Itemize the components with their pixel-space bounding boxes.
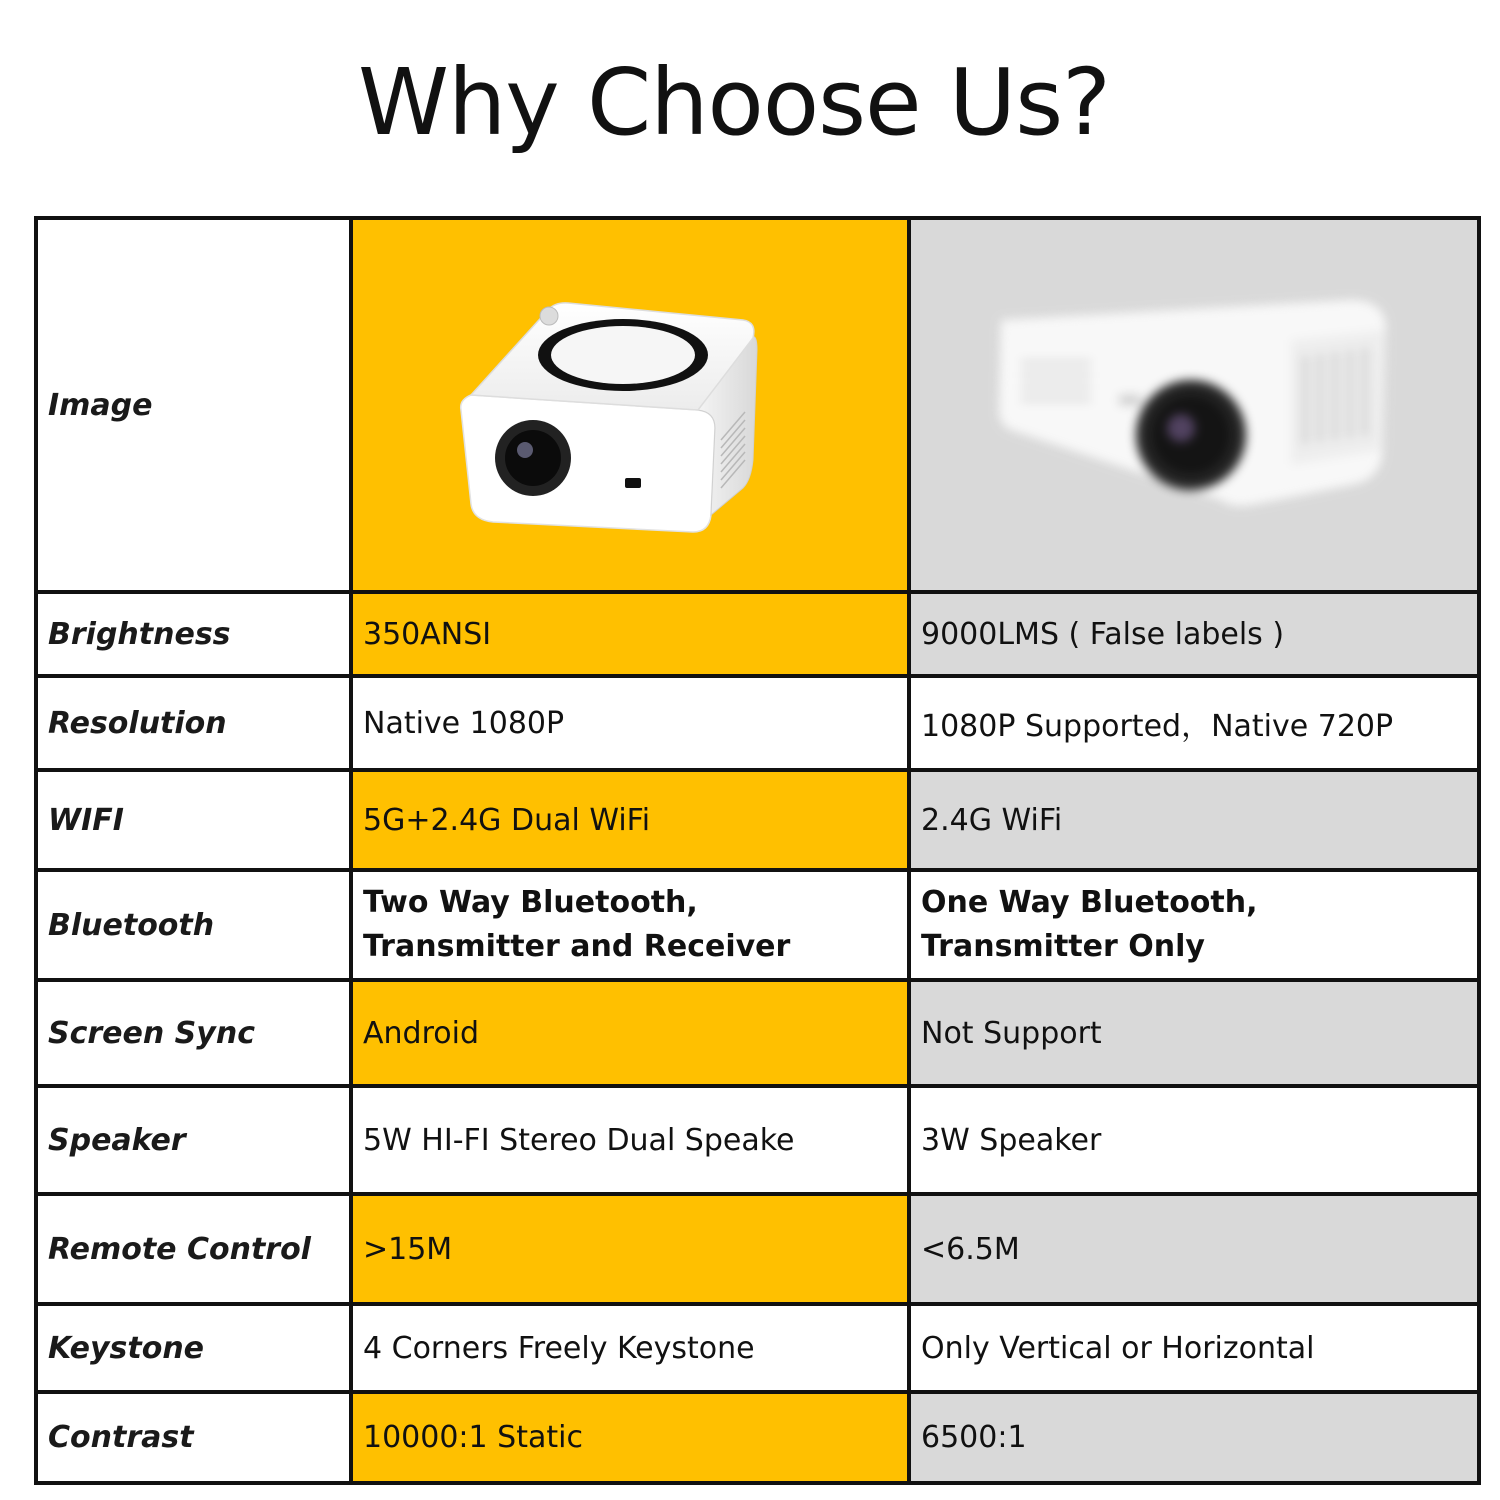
- table-row-resolution: [36, 676, 1479, 770]
- competitor-remote-control-value: <6.5M: [909, 1194, 1479, 1304]
- table-row-brightness: [36, 592, 1479, 676]
- our-bluetooth-value: [351, 870, 909, 980]
- projector-icon: [453, 300, 773, 540]
- table-row-bluetooth: [36, 870, 1479, 980]
- table-row-contrast: [36, 1392, 1479, 1483]
- our-contrast-value: 10000:1 Static: [351, 1392, 909, 1483]
- table-row-image: [36, 218, 1479, 592]
- competitor-bluetooth-line-1: One Way Bluetooth,: [921, 885, 1258, 920]
- our-bluetooth-line-1: Two Way Bluetooth,: [363, 885, 698, 920]
- row-label-brightness: Brightness: [36, 592, 351, 676]
- competitor-keystone-value: Only Vertical or Horizontal: [909, 1304, 1479, 1392]
- competitor-brightness-value: 9000LMS ( False labels ): [909, 592, 1479, 676]
- table-row-keystone: [36, 1304, 1479, 1392]
- page-title: Why Choose Us?: [358, 49, 1110, 156]
- our-speaker-value: 5W HI-FI Stereo Dual Speake: [351, 1086, 909, 1194]
- our-remote-control-value: >15M: [351, 1194, 909, 1304]
- competitor-contrast-value: 6500:1: [909, 1392, 1479, 1483]
- row-label-wifi: WIFI: [36, 770, 351, 870]
- competitor-resolution-value: 1080P Supported，Native 720P: [909, 676, 1479, 770]
- competitor-product-image-cell: [909, 218, 1479, 592]
- row-label-resolution: Resolution: [36, 676, 351, 770]
- competitor-wifi-value: 2.4G WiFi: [909, 770, 1479, 870]
- competitor-bluetooth-value: [909, 870, 1479, 980]
- table-row-speaker: [36, 1086, 1479, 1194]
- row-label-bluetooth: Bluetooth: [36, 870, 351, 980]
- competitor-speaker-value: 3W Speaker: [909, 1086, 1479, 1194]
- our-wifi-value: 5G+2.4G Dual WiFi: [351, 770, 909, 870]
- table-row-screen-sync: [36, 980, 1479, 1086]
- row-label-image: Image: [36, 218, 351, 592]
- table-row-remote-control: [36, 1194, 1479, 1304]
- our-product-image-cell: [351, 218, 909, 592]
- our-bluetooth-line-2: Transmitter and Receiver: [363, 929, 791, 964]
- our-brightness-value: 350ANSI: [351, 592, 909, 676]
- our-keystone-value: 4 Corners Freely Keystone: [351, 1304, 909, 1392]
- competitor-screen-sync-value: Not Support: [909, 980, 1479, 1086]
- row-label-remote-control: Remote Control: [36, 1194, 351, 1304]
- competitor-bluetooth-line-2: Transmitter Only: [921, 929, 1205, 964]
- row-label-screen-sync: Screen Sync: [36, 980, 351, 1086]
- comparison-table: [34, 216, 1481, 1485]
- row-label-keystone: Keystone: [36, 1304, 351, 1392]
- row-label-contrast: Contrast: [36, 1392, 351, 1483]
- row-label-speaker: Speaker: [36, 1086, 351, 1194]
- our-screen-sync-value: Android: [351, 980, 909, 1086]
- blurred-projector-icon: [991, 280, 1411, 540]
- table-row-wifi: [36, 770, 1479, 870]
- our-resolution-value: Native 1080P: [351, 676, 909, 770]
